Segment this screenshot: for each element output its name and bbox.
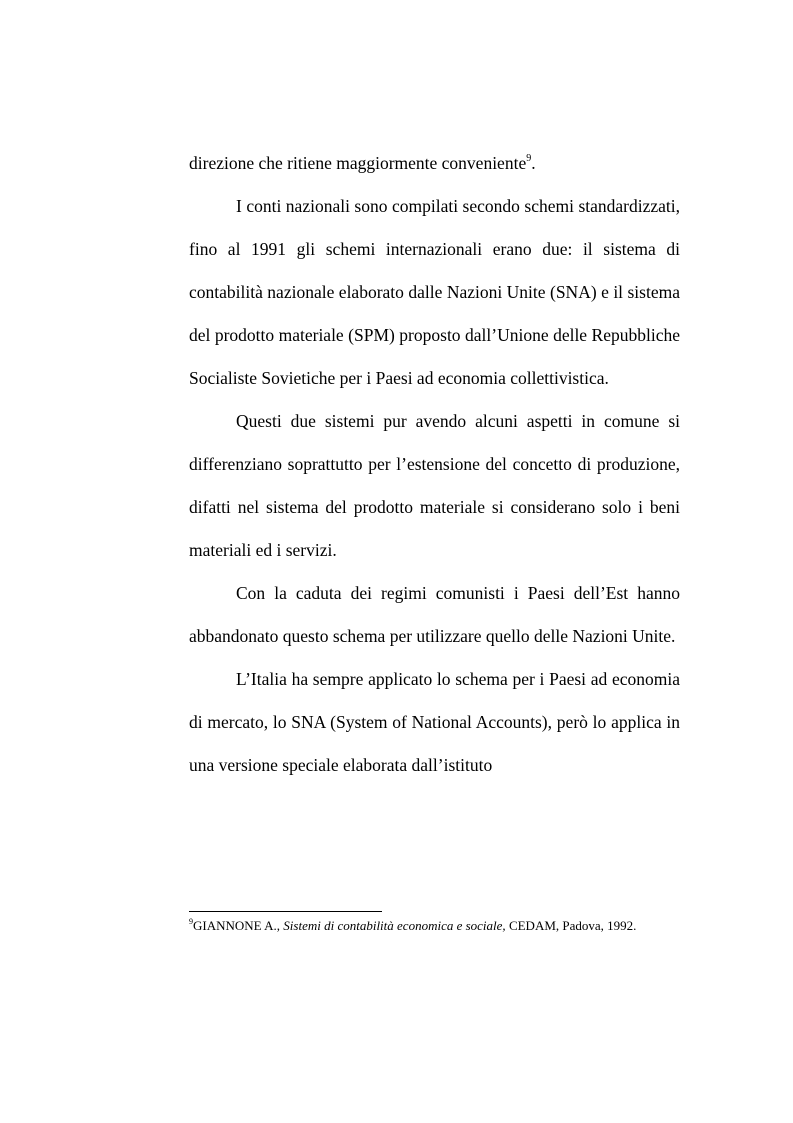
footnote-reference[interactable]: 9 bbox=[526, 153, 532, 164]
footnote bbox=[189, 917, 729, 935]
paragraph-italy: L’Italia ha sempre applicato lo schema per i Paesi ad economia di mercato, lo SNA (System of National Accounts), però lo applica in una versione speciale elaborata dall’istituto bbox=[189, 669, 680, 775]
footnote-divider bbox=[189, 911, 382, 912]
paragraph-text: direzione che ritiene maggiormente conveniente bbox=[189, 153, 527, 173]
footnote-publisher: CEDAM, Padova, 1992. bbox=[505, 918, 637, 933]
body-text bbox=[189, 142, 680, 787]
footnote-author: GIANNONE A., bbox=[193, 918, 284, 933]
paragraph-two-systems: Questi due sistemi pur avendo alcuni aspetti in comune si differenziano soprattutto per l’estensione del concetto di produzione, difatti nel sistema del prodotto materiale si considerano solo i beni materiali ed i servizi. bbox=[189, 411, 680, 560]
paragraph-eastern-countries: Con la caduta dei regimi comunisti i Paesi dell’Est hanno abbandonato questo schema per utilizzare quello delle Nazioni Unite. bbox=[189, 583, 680, 646]
paragraph-continuation bbox=[189, 142, 680, 185]
paragraph-punctuation: . bbox=[531, 153, 536, 173]
footnote-number: 9 bbox=[189, 917, 193, 926]
footnote-title: Sistemi di contabilità economica e sociale, bbox=[283, 918, 506, 933]
paragraph-national-accounts: I conti nazionali sono compilati secondo schemi standardizzati, fino al 1991 gli schemi internazionali erano due: il sistema di contabilità nazionale elaborato dalle Nazioni Unite (SNA) e il sistema del prodotto materiale (SPM) proposto dall’Unione delle Repubbliche Socialiste Sovietiche per i Paesi ad economia collettivistica. bbox=[189, 196, 680, 388]
